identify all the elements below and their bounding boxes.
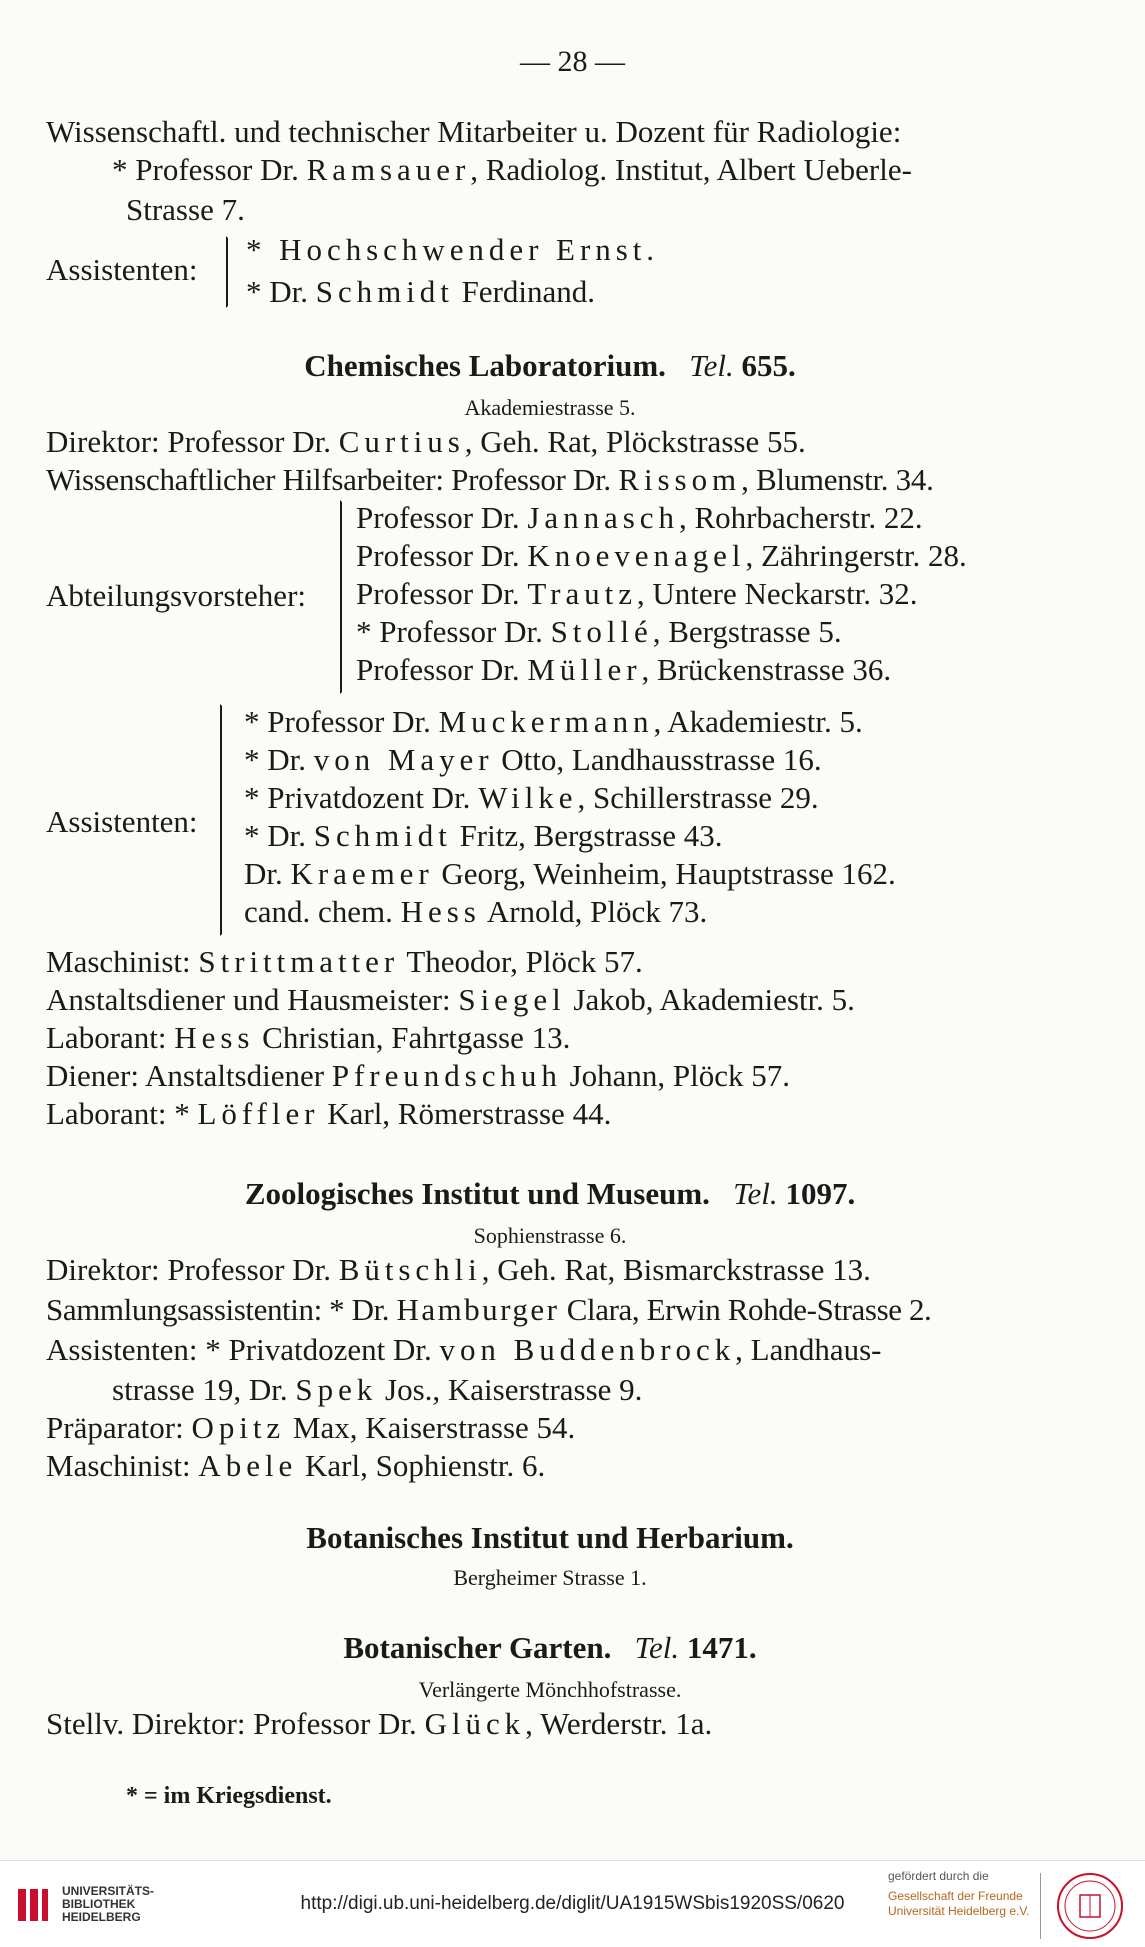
zoo-direktor-line	[46, 1252, 871, 1288]
name-spaced: Müller	[527, 652, 642, 687]
text-part: Direktor: Professor Dr.	[46, 424, 339, 459]
name-spaced: Jannasch	[527, 500, 679, 535]
text-part: , Geh. Rat, Bismarckstrasse 13.	[481, 1252, 871, 1287]
text-part: , Untere Neckarstr. 32.	[636, 576, 918, 611]
garten-direktor-line	[46, 1706, 712, 1742]
name-spaced: Glück	[424, 1706, 526, 1741]
text-part: Präparator:	[46, 1410, 192, 1445]
text-part: , Radiolog. Institut, Albert Ueberle-	[470, 152, 912, 187]
text-part: * Privatdozent Dr.	[244, 780, 479, 815]
name-spaced: Hess	[400, 894, 481, 929]
zoo-assistenten-line-2	[112, 1372, 642, 1408]
text-part: Christian, Fahrtgasse 13.	[254, 1020, 571, 1055]
text-part: , Schillerstrasse 29.	[577, 780, 819, 815]
section-address-garten: Verlängerte Mönchhofstrasse.	[418, 1677, 682, 1702]
name-spaced: Curtius	[338, 424, 465, 459]
section-heading-garten	[0, 1630, 1100, 1666]
assistent-row	[244, 818, 722, 854]
text-part: Clara, Erwin Rohde-Strasse 2.	[559, 1292, 932, 1327]
text-part: , Blumenstr. 34.	[741, 462, 934, 497]
name-spaced: Hamburger	[396, 1292, 560, 1327]
text-part: Professor Dr.	[356, 538, 528, 573]
zoo-praeparator-line	[46, 1410, 575, 1446]
text-part: * Professor Dr.	[112, 152, 307, 187]
text-part: Diener: Anstaltsdiener	[46, 1058, 332, 1093]
footer-bar	[0, 1860, 1145, 1947]
text-part: Fritz, Bergstrasse 43.	[451, 818, 723, 853]
footnote: * = im Kriegsdienst.	[126, 1783, 332, 1809]
name-spaced: Schmidt	[315, 274, 454, 309]
name-spaced: * Hochschwender Ernst.	[246, 232, 660, 267]
brace	[226, 236, 228, 308]
divider	[1040, 1873, 1041, 1939]
assistent-line	[246, 274, 595, 310]
assistent-row	[244, 894, 707, 930]
radiologie-heading-line: Wissenschaftl. und technischer Mitarbeiter u. Dozent für Radiologie:	[46, 114, 902, 149]
text-part: Max, Kaiserstrasse 54.	[285, 1410, 576, 1445]
text-part: Theodor, Plöck 57.	[399, 944, 643, 979]
tel-number: 1097.	[785, 1176, 856, 1211]
tel-label: Tel.	[634, 1630, 680, 1665]
tel-label: Tel.	[733, 1176, 778, 1211]
section-address-chem: Akademiestrasse 5.	[464, 395, 636, 420]
name-spaced: Schmidt	[313, 818, 452, 853]
logo-line: UNIVERSITÄTS-	[62, 1884, 155, 1898]
logo-line: HEIDELBERG	[62, 1910, 141, 1924]
text-part: * Professor Dr.	[244, 704, 439, 739]
hilfsarbeiter-line	[46, 462, 934, 498]
text-part: Assistenten: * Privatdozent Dr.	[46, 1332, 440, 1367]
staff-row	[46, 1020, 570, 1056]
text-part: Sammlungsassistentin: * Dr.	[46, 1292, 397, 1327]
text-part: Maschinist:	[46, 944, 199, 979]
text-part: , Rohrbacherstr. 22.	[678, 500, 923, 535]
text-part: Karl, Römerstrasse 44.	[319, 1096, 612, 1131]
abteilungsvorsteher-row	[356, 576, 918, 612]
text-part: , Bergstrasse 5.	[652, 614, 842, 649]
text-part: * Dr.	[246, 274, 316, 309]
assistenten-label-1: Assistenten:	[46, 252, 198, 287]
name-spaced: Stollé	[550, 614, 653, 649]
text-part: Georg, Weinheim, Hauptstrasse 162.	[433, 856, 896, 891]
text-part: * Dr.	[244, 818, 314, 853]
radiologie-line-2	[112, 152, 912, 188]
abteilungsvorsteher-row	[356, 500, 923, 536]
name-spaced: Kraemer	[290, 856, 434, 891]
assistent-row	[244, 780, 819, 816]
staff-row	[46, 1058, 790, 1094]
name-spaced: Siegel	[458, 982, 566, 1017]
text-part: Karl, Sophienstr. 6.	[297, 1448, 546, 1483]
abteilungsvorsteher-row	[356, 652, 891, 688]
text-part: Laborant:	[46, 1020, 175, 1055]
logo-line: BIBLIOTHEK	[62, 1897, 136, 1911]
name-spaced: Wilke	[478, 780, 578, 815]
abteilungsvorsteher-row	[356, 538, 967, 574]
name-spaced: Knoevenagel	[527, 538, 746, 573]
name-spaced: von Buddenbrock	[439, 1332, 736, 1367]
text-part: , Brückenstrasse 36.	[641, 652, 892, 687]
brace	[220, 704, 222, 936]
tel-label: Tel.	[689, 348, 734, 383]
text-part: * Professor Dr.	[356, 614, 551, 649]
text-part: Professor Dr.	[356, 500, 528, 535]
radiologie-line-3: Strasse 7.	[126, 192, 245, 227]
heading-title: Chemisches Laboratorium.	[304, 348, 666, 383]
text-part: , Landhaus-	[735, 1332, 882, 1367]
source-url-link[interactable]: http://digi.ub.uni-heidelberg.de/diglit/UA1915WSbis1920SS/0620	[300, 1893, 845, 1914]
direktor-line	[46, 424, 806, 460]
section-heading-zoo	[0, 1176, 1100, 1212]
tel-number: 655.	[741, 348, 796, 383]
sponsor-line: Universität Heidelberg e.V.	[888, 1904, 1030, 1918]
sponsor-name[interactable]	[888, 1889, 1030, 1919]
name-spaced: Abele	[198, 1448, 298, 1483]
assistent-row	[244, 856, 896, 892]
text-part: , Werderstr. 1a.	[525, 1706, 713, 1741]
staff-row	[46, 1096, 611, 1132]
staff-row	[46, 982, 855, 1018]
text-part: Johann, Plöck 57.	[561, 1058, 790, 1093]
name-spaced: Ramsauer	[306, 152, 471, 187]
tel-number: 1471.	[686, 1630, 757, 1665]
abteilungsvorsteher-label: Abteilungsvorsteher:	[46, 578, 307, 613]
staff-row	[46, 944, 643, 980]
name-spaced: Pfreundschuh	[331, 1058, 562, 1093]
brace	[340, 500, 342, 694]
text-part: Professor Dr.	[356, 576, 528, 611]
text-part: Dr.	[244, 856, 291, 891]
text-part: , Geh. Rat, Plöckstrasse 55.	[464, 424, 806, 459]
name-spaced: Hess	[174, 1020, 255, 1055]
text-part: Jakob, Akademiestr. 5.	[565, 982, 855, 1017]
text-part: , Zähringerstr. 28.	[745, 538, 967, 573]
name-spaced: Bütschli	[338, 1252, 482, 1287]
sponsor-line: Gesellschaft der Freunde	[888, 1889, 1023, 1903]
section-heading-chem	[0, 348, 1100, 384]
section-heading-bot: Botanisches Institut und Herbarium.	[306, 1520, 794, 1555]
name-spaced: Opitz	[191, 1410, 286, 1445]
assistent-row	[244, 704, 863, 740]
name-spaced: Strittmatter	[198, 944, 400, 979]
text-part: Direktor: Professor Dr.	[46, 1252, 339, 1287]
abteilungsvorsteher-row	[356, 614, 842, 650]
text-part: , Akademiestr. 5.	[653, 704, 863, 739]
text-part: * Dr.	[244, 742, 314, 777]
text-part: Jos., Kaiserstrasse 9.	[377, 1372, 643, 1407]
text-part: Otto, Landhausstrasse 16.	[493, 742, 822, 777]
section-address-zoo: Sophienstrasse 6.	[473, 1223, 627, 1248]
heading-title: Botanischer Garten.	[343, 1630, 612, 1665]
text-part: Maschinist:	[46, 1448, 199, 1483]
name-spaced: Löffler	[197, 1096, 320, 1131]
heading-title: Zoologisches Institut und Museum.	[244, 1176, 710, 1211]
zoo-assistenten-line	[46, 1332, 882, 1368]
text-part: cand. chem.	[244, 894, 401, 929]
assistent-line	[246, 232, 659, 268]
zoo-maschinist-line	[46, 1448, 545, 1484]
text-part: Ferdinand.	[453, 274, 596, 309]
text-part: Arnold, Plöck 73.	[480, 894, 708, 929]
text-part: strasse 19, Dr.	[112, 1372, 296, 1407]
text-part: Stellv. Direktor: Professor Dr.	[46, 1706, 425, 1741]
name-spaced: Spek	[295, 1372, 378, 1407]
university-seal-icon	[1052, 1871, 1128, 1941]
page-number: — 28 —	[520, 45, 625, 78]
text-part: Laborant: *	[46, 1096, 198, 1131]
name-spaced: Rissom	[618, 462, 742, 497]
name-spaced: von Mayer	[313, 742, 494, 777]
zoo-sammlung-line	[46, 1292, 931, 1328]
name-spaced: Trautz	[527, 576, 637, 611]
sponsor-caption: gefördert durch die	[888, 1869, 989, 1883]
section-address-bot: Bergheimer Strasse 1.	[453, 1565, 647, 1590]
text-part: Professor Dr.	[356, 652, 528, 687]
text-part: Wissenschaftlicher Hilfsarbeiter: Professor Dr.	[46, 462, 619, 497]
assistenten-label-2: Assistenten:	[46, 804, 198, 839]
text-part: Anstaltsdiener und Hausmeister:	[46, 982, 459, 1017]
assistent-row	[244, 742, 822, 778]
name-spaced: Muckermann	[438, 704, 654, 739]
